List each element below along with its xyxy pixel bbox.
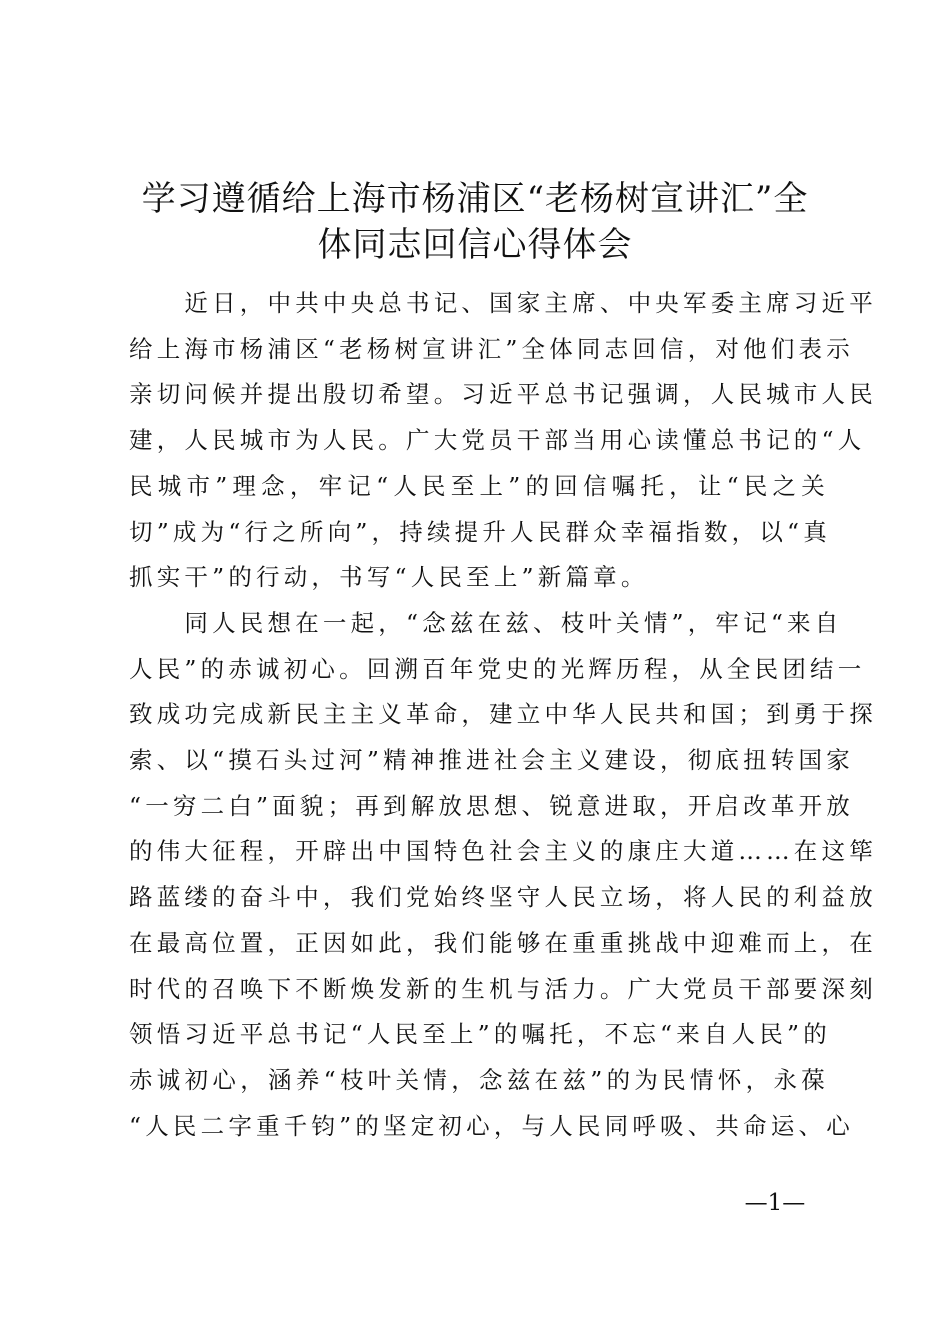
document-title — [120, 176, 830, 268]
paragraph-2-line: 赤诚初心，涵养“枝叶关情，念兹在兹”的为民情怀，永葆 — [129, 1065, 829, 1094]
paragraph-2-line: “人民二字重千钧”的坚定初心，与人民同呼吸、共命运、心 — [129, 1111, 854, 1140]
paragraph-2-line: 在最高位置，正因如此，我们能够在重重挑战中迎难而上，在 — [129, 928, 877, 957]
paragraph-2-line: 同人民想在一起，“念兹在兹、枝叶关情”，牢记“来自 — [129, 608, 843, 637]
paragraph-2-line: 路蓝缕的奋斗中，我们党始终坚守人民立场，将人民的利益放 — [129, 883, 877, 912]
paragraph-2-line: 人民”的赤诚初心。回溯百年党史的光辉历程，从全民团结一 — [129, 654, 866, 683]
paragraph-1-line: 近日，中共中央总书记、国家主席、中央军委主席习近平 — [129, 289, 877, 317]
paragraph-2-line: 的伟大征程，开辟出中国特色社会主义的康庄大道……在这筚 — [129, 837, 877, 866]
paragraph-1 — [129, 281, 877, 601]
paragraph-2-line: “一穷二白”面貌；再到解放思想、锐意进取，开启改革开放 — [129, 791, 854, 820]
paragraph-2-line: 索、以“摸石头过河”精神推进社会主义建设，彻底扭转国家 — [129, 746, 854, 775]
paragraph-1-line: 给上海市杨浦区“老杨树宣讲汇”全体同志回信，对他们表示 — [129, 334, 854, 363]
paragraph-1-line: 建，人民城市为人民。广大党员干部当用心读懂总书记的“人 — [129, 426, 866, 455]
paragraph-1-line: 切”成为“行之所向”，持续提升人民群众幸福指数，以“真 — [129, 517, 831, 546]
document-body — [129, 281, 877, 1149]
paragraph-1-line: 亲切问候并提出殷切希望。习近平总书记强调，人民城市人民 — [129, 380, 877, 409]
paragraph-2-line: 时代的召唤下不断焕发新的生机与活力。广大党员干部要深刻 — [129, 974, 877, 1003]
paragraph-2-line: 领悟习近平总书记“人民至上”的嘱托，不忘“来自人民”的 — [129, 1020, 831, 1049]
page-number: —1— — [744, 1190, 806, 1216]
paragraph-2-line: 致成功完成新民主主义革命，建立中华人民共和国；到勇于探 — [129, 700, 877, 729]
title-line-1: 学习遵循给上海市杨浦区“老杨树宣讲汇”全 — [141, 179, 809, 219]
paragraph-2 — [129, 601, 877, 1149]
title-line-2: 体同志回信心得体会 — [317, 225, 633, 265]
paragraph-1-line: 抓实干”的行动，书写“人民至上”新篇章。 — [129, 563, 649, 592]
paragraph-1-line: 民城市”理念，牢记“人民至上”的回信嘱托，让“民之关 — [129, 471, 829, 500]
